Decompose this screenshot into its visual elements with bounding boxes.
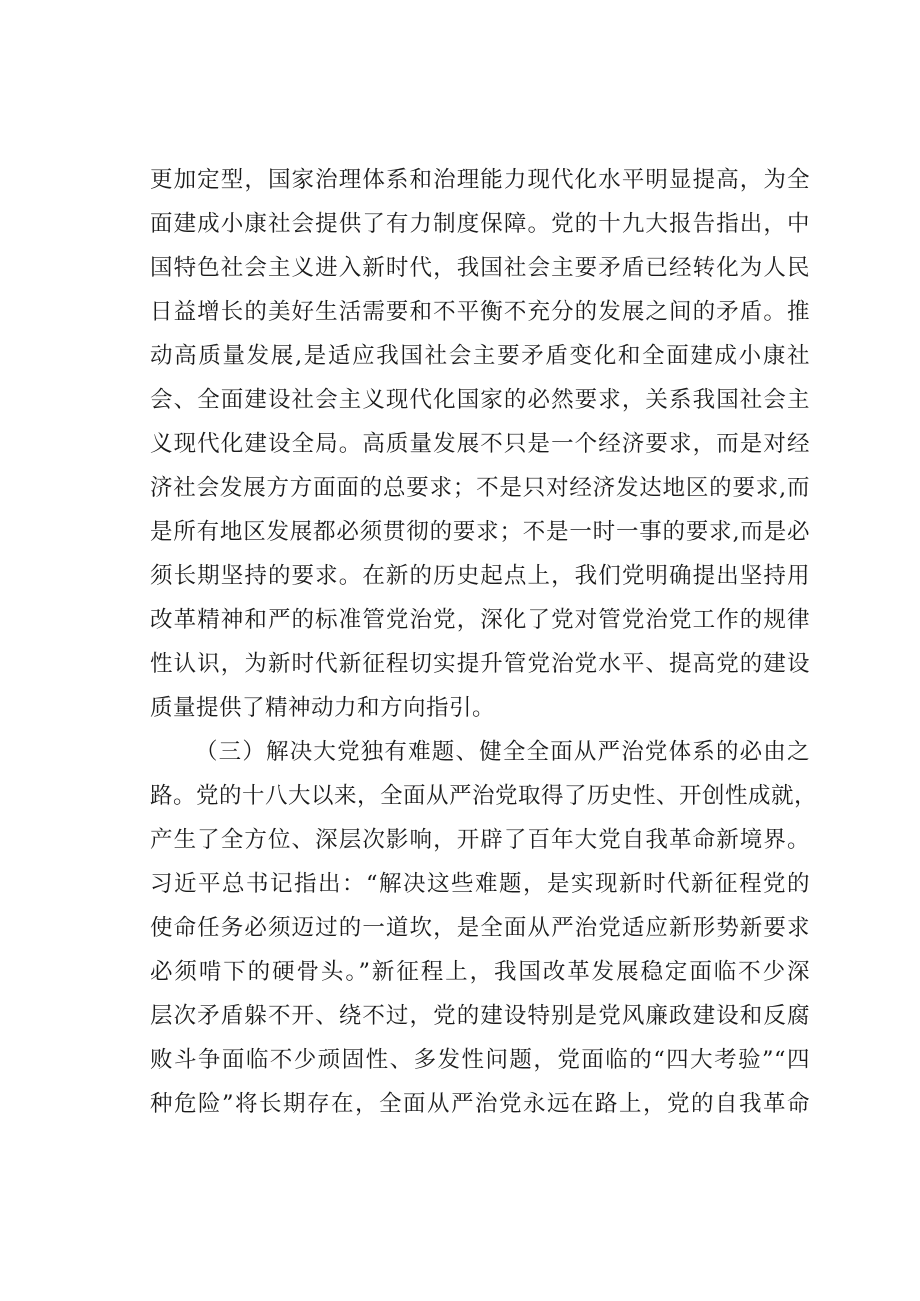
paragraph-end-line: 质量提供了精神动力和方向指引。 bbox=[150, 695, 496, 721]
body-text bbox=[150, 158, 818, 1126]
text-line: 败斗争面临不少顽固性、多发性问题，党面临的“四大考验”“四 bbox=[150, 1047, 810, 1073]
text-line: 会、全面建设社会主义现代化国家的必然要求，关系我国社会主 bbox=[150, 387, 810, 413]
text-line: 是所有地区发展都必须贯彻的要求；不是一时一事的要求,而是必 bbox=[150, 519, 810, 545]
text-line: 习近平总书记指出：“解决这些难题，是实现新时代新征程党的 bbox=[150, 871, 810, 897]
text-line: 产生了全方位、深层次影响，开辟了百年大党自我革命新境界。 bbox=[150, 827, 810, 853]
text-line: 更加定型，国家治理体系和治理能力现代化水平明显提高，为全 bbox=[150, 167, 810, 193]
text-line: 日益增长的美好生活需要和不平衡不充分的发展之间的矛盾。推 bbox=[150, 299, 810, 325]
text-line: 路。党的十八大以来，全面从严治党取得了历史性、开创性成就， bbox=[150, 783, 818, 809]
text-line: 使命任务必须迈过的一道坎，是全面从严治党适应新形势新要求 bbox=[150, 915, 810, 941]
section-heading-line: （三）解决大党独有难题、健全全面从严治党体系的必由之 bbox=[195, 739, 810, 765]
text-line: 层次矛盾躲不开、绕不过，党的建设特别是党风廉政建设和反腐 bbox=[150, 1003, 810, 1029]
text-line: 面建成小康社会提供了有力制度保障。党的十九大报告指出，中 bbox=[150, 211, 810, 237]
text-line: 动高质量发展,是适应我国社会主要矛盾变化和全面建成小康社 bbox=[150, 343, 810, 369]
text-line: 种危险”将长期存在，全面从严治党永远在路上，党的自我革命 bbox=[150, 1091, 810, 1117]
text-line: 济社会发展方方面面的总要求；不是只对经济发达地区的要求,而 bbox=[150, 475, 810, 501]
text-line: 改革精神和严的标准管党治党，深化了党对管党治党工作的规律 bbox=[150, 607, 810, 633]
text-line: 义现代化建设全局。高质量发展不只是一个经济要求，而是对经 bbox=[150, 431, 810, 457]
text-line: 性认识，为新时代新征程切实提升管党治党水平、提高党的建设 bbox=[150, 651, 810, 677]
text-line: 须长期坚持的要求。在新的历史起点上，我们党明确提出坚持用 bbox=[150, 563, 810, 589]
text-line: 国特色社会主义进入新时代，我国社会主要矛盾已经转化为人民 bbox=[150, 255, 810, 281]
text-line: 必须啃下的硬骨头。”新征程上，我国改革发展稳定面临不少深 bbox=[150, 959, 810, 985]
